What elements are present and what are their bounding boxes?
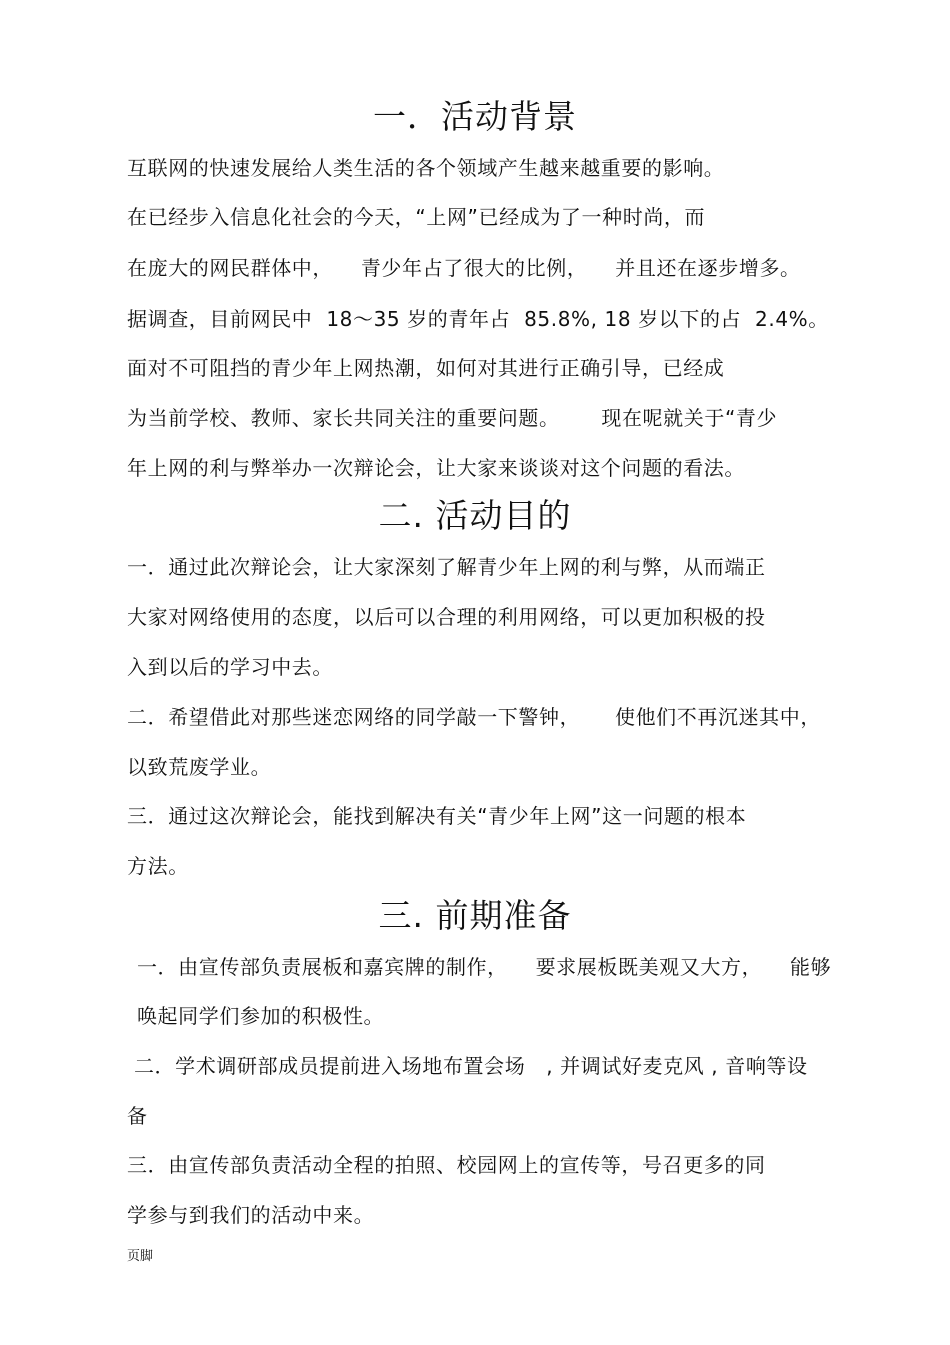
paragraph-line: 入到以后的学习中去。 [127, 655, 333, 679]
paragraph-line: 备 [127, 1104, 148, 1128]
paragraph-line: 一．通过此次辩论会，让大家深刻了解青少年上网的利与弊，从而端正 [127, 555, 766, 579]
paragraph-line: 二．希望借此对那些迷恋网络的同学敲一下警钟， 使他们不再沉迷其中， [127, 705, 821, 729]
paragraph-line: 在已经步入信息化社会的今天，“上网”已经成为了一种时尚，而 [127, 205, 706, 229]
paragraph-line: 据调查，目前网民中 18～35 岁的青年占 85.8%, 18 岁以下的占 2.4%。 [127, 307, 829, 331]
heading-preparation: 三. 前期准备 [378, 896, 572, 935]
paragraph-line: 唤起同学们参加的积极性。 [130, 1004, 385, 1028]
paragraph-line: 为当前学校、教师、家长共同关注的重要问题。 现在呢就关于“青少 [127, 406, 778, 430]
heading-activity-background: 一．活动背景 [373, 97, 577, 136]
heading-activity-purpose: 二. 活动目的 [378, 496, 572, 535]
paragraph-line: 方法。 [127, 854, 189, 878]
paragraph-line: 学参与到我们的活动中来。 [127, 1203, 375, 1227]
paragraph-line: 年上网的利与弊举办一次辩论会，让大家来谈谈对这个问题的看法。 [127, 456, 745, 480]
paragraph-line: 在庞大的网民群体中， 青少年占了很大的比例， 并且还在逐步增多。 [127, 256, 801, 280]
paragraph-line: 二．学术调研部成员提前进入场地布置会场 , 并调试好麦克风 , 音响等设 [127, 1054, 808, 1078]
paragraph-line: 互联网的快速发展给人类生活的各个领域产生越来越重要的影响。 [127, 156, 725, 180]
page-footer: 页脚 [127, 1249, 154, 1264]
paragraph-line: 三．由宣传部负责活动全程的拍照、校园网上的宣传等，号召更多的同 [127, 1153, 766, 1177]
paragraph-line: 大家对网络使用的态度，以后可以合理的利用网络，可以更加积极的投 [127, 605, 766, 629]
paragraph-line: 面对不可阻挡的青少年上网热潮，如何对其进行正确引导，已经成 [127, 356, 725, 380]
paragraph-line: 以致荒废学业。 [127, 755, 272, 779]
paragraph-line: 一．由宣传部负责展板和嘉宾牌的制作， 要求展板既美观又大方， 能够 [130, 955, 832, 979]
paragraph-line: 三．通过这次辩论会，能找到解决有关“青少年上网”这一问题的根本 [127, 804, 747, 828]
